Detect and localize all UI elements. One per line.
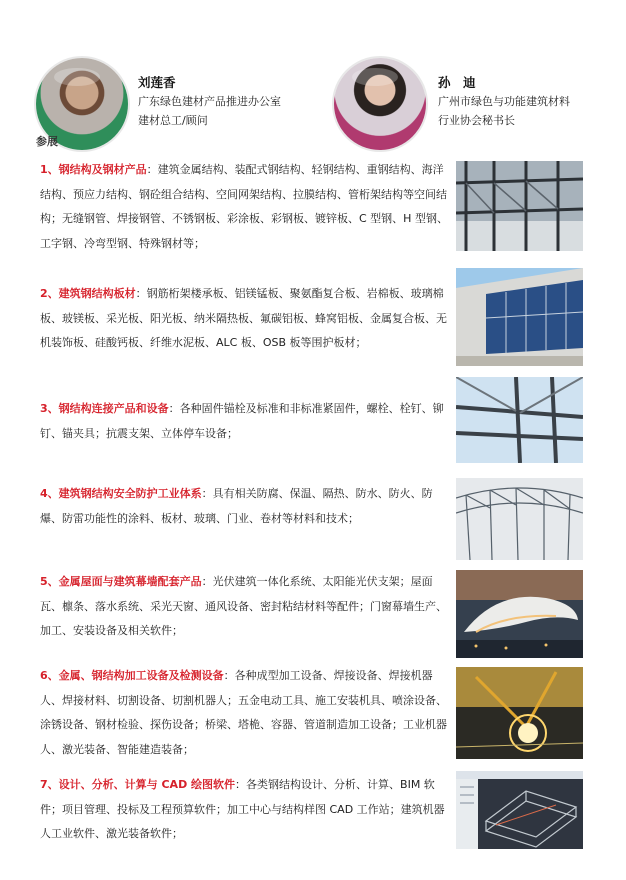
exhibit-category-1: [40, 158, 454, 256]
speaker-title-sun-2: 行业协会秘书长: [438, 114, 515, 127]
category-4-body: ：具有相关防腐、保温、隔热、防水、防火、防爆、防雷功能性的涂料、板材、玻璃、门业、卷材等材料和技术；: [40, 487, 433, 525]
category-6-heading: 6、金属、钢结构加工设备及检测设备: [40, 669, 224, 682]
speaker-title-sun-1: 广州市绿色与功能建筑材料: [438, 95, 570, 108]
exhibit-category-2: [40, 282, 454, 356]
category-1-heading: 1、钢结构及钢材产品: [40, 163, 147, 176]
exhibit-category-6: [40, 664, 454, 762]
speaker-name-liu: 刘莲香: [138, 75, 176, 90]
category-5-heading: 5、金属屋面与建筑幕墙配套产品: [40, 575, 202, 588]
speaker-title-liu-2: 建材总工/顾问: [138, 114, 208, 127]
section-label-cut: 参展: [36, 135, 58, 148]
steel-connection-photo: [456, 377, 583, 463]
exhibit-category-3: [40, 397, 454, 446]
speaker-photo-sun: [334, 58, 426, 150]
curtain-wall-building-photo: [456, 570, 583, 658]
category-4-heading: 4、建筑钢结构安全防护工业体系: [40, 487, 202, 500]
speaker-name-sun: 孙 迪: [438, 75, 476, 90]
category-3-heading: 3、钢结构连接产品和设备: [40, 402, 169, 415]
welding-equipment-photo: [456, 667, 583, 759]
category-2-heading: 2、建筑钢结构板材: [40, 287, 136, 300]
category-3-body: ：各种固件锚栓及标准和非标准紧固件，螺栓、栓钉、铆钉、锚夹具；抗震支架、立体停车设备；: [40, 402, 444, 440]
exhibit-category-5: [40, 570, 454, 644]
category-2-body: ：钢筋桁架楼承板、铝镁锰板、聚氨酯复合板、岩棉板、玻璃棉板、玻镁板、采光板、阳光板、纳米隔热板、氟碳铝板、蜂窝铝板、金属复合板、无机装饰板、硅酸钙板、纤维水泥板、ALC 板、OSB 板等围护板材；: [40, 287, 447, 349]
exhibit-category-7: [40, 773, 454, 847]
cad-software-screenshot: [456, 771, 583, 849]
steel-structure-photo: [456, 161, 583, 251]
exhibit-category-4: [40, 482, 454, 531]
category-6-body: ：各种成型加工设备、焊接设备、焊接机器人、焊接材料、切割设备、切割机器人；五金电动工具、施工安装机具、喷涂设备、涂锈设备、钢材检验、探伤设备；桥梁、塔桅、容器、管道制造加工设备；工业机器人、激光装备、智能建造装备；: [40, 669, 447, 756]
category-7-heading: 7、设计、分析、计算与 CAD 绘图软件: [40, 778, 236, 791]
category-1-body: ：建筑金属结构、装配式钢结构、轻钢结构、重钢结构、海洋结构、预应力结构、钢砼组合结构、空间网架结构、拉膜结构、管桁架结构等空间结构；无缝钢管、焊接钢管、不锈钢板、彩涂板、彩钢板、镀锌板、C 型钢、H 型钢、工字钢、冷弯型钢、特殊钢材等；: [40, 163, 448, 250]
speaker-title-liu-1: 广东绿色建材产品推进办公室: [138, 95, 281, 108]
category-5-body: ：光伏建筑一体化系统、太阳能光伏支架；屋面瓦、檩条、落水系统、采光天窗、通风设备、密封粘结材料等配件；门窗幕墙生产、加工、安装设备及相关软件；: [40, 575, 447, 637]
category-7-body: ：各类钢结构设计、分析、计算、BIM 软件；项目管理、投标及工程预算软件；加工中心与结构样图 CAD 工作站；建筑机器人工业软件、激光装备软件；: [40, 778, 445, 840]
steel-roof-truss-photo: [456, 478, 583, 560]
building-facade-photo: [456, 268, 583, 366]
